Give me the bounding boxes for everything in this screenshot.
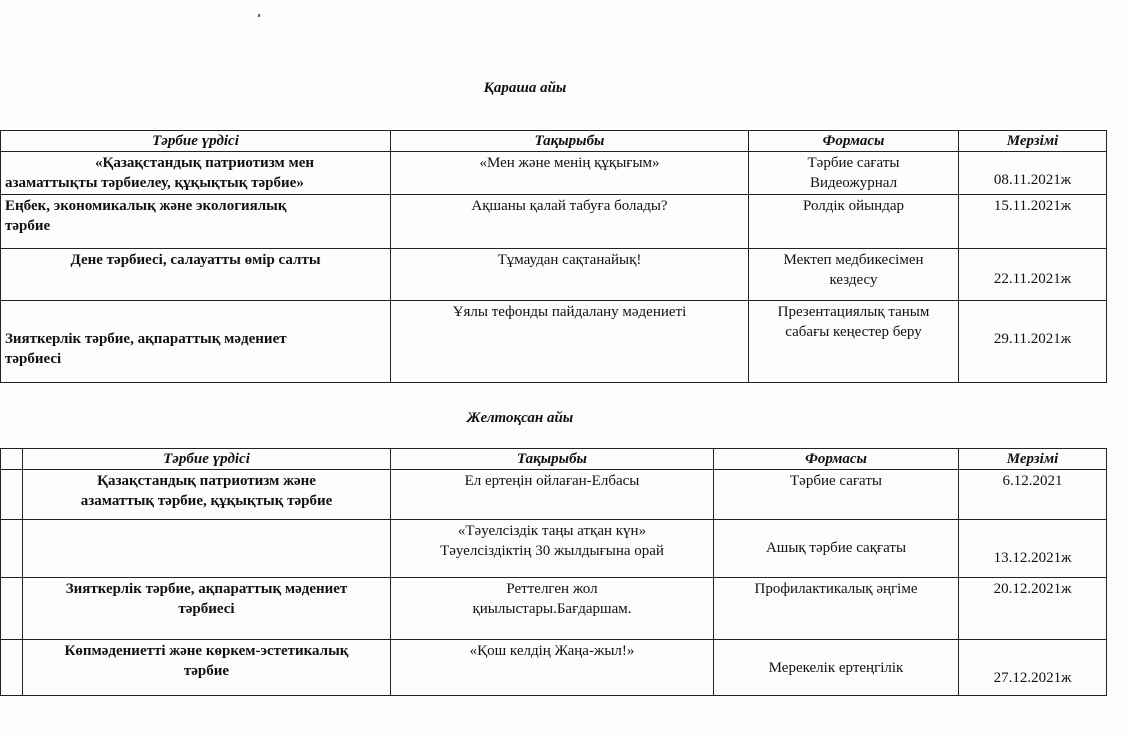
date-text: 6.12.2021 <box>1002 473 1063 489</box>
december-table <box>0 448 1107 696</box>
date-cell <box>959 640 1107 696</box>
form-cell <box>749 301 959 383</box>
index-cell <box>1 640 23 696</box>
table-row <box>1 301 1107 383</box>
topic-line: «Мен және менің құқығым» <box>479 155 660 171</box>
topic-line: қиылыстары.Бағдаршам. <box>472 601 632 617</box>
form-line: Тәрбие сағаты <box>807 155 900 171</box>
form-cell <box>714 578 959 640</box>
process-line: «Қазақстандық патриотизм мен <box>95 155 314 171</box>
form-line: Презентациялық таным <box>777 304 930 320</box>
form-cell <box>749 249 959 301</box>
process-line: Дене тәрбиесі, салауатты өмір салты <box>70 252 321 268</box>
date-text: 20.12.2021ж <box>993 581 1072 597</box>
november-table <box>0 130 1107 383</box>
topic-cell <box>391 249 749 301</box>
topic-line: Ұялы тефонды пайдалану мәдениеті <box>452 304 687 320</box>
form-line: сабағы кеңестер беру <box>785 324 922 340</box>
topic-cell <box>391 301 749 383</box>
topic-line: Реттелген жол <box>506 581 598 597</box>
process-cell <box>23 578 391 640</box>
date-text: 08.11.2021ж <box>993 172 1072 188</box>
header-process: Тәрбие үрдісі <box>1 131 391 152</box>
table-row <box>1 520 1107 578</box>
process-cell <box>1 249 391 301</box>
header-form: Формасы <box>749 131 959 152</box>
table-row <box>1 470 1107 520</box>
table-row <box>1 152 1107 195</box>
form-cell <box>714 520 959 578</box>
process-cell <box>1 152 391 195</box>
topic-line: «Қош келдің Жаңа-жыл!» <box>469 643 635 659</box>
form-line: Ашық тәрбие сақғаты <box>765 540 907 556</box>
table-row <box>1 578 1107 640</box>
process-line: азаматтық тәрбие, құқықтық тәрбие <box>80 493 333 509</box>
header-process: Тәрбие үрдісі <box>23 449 391 470</box>
topic-cell <box>391 640 714 696</box>
form-cell <box>714 640 959 696</box>
date-text: 22.11.2021ж <box>993 271 1072 287</box>
process-line: тәрбие <box>183 663 230 679</box>
index-cell <box>1 578 23 640</box>
process-line: Зияткерлік тәрбие, ақпараттық мәдениет <box>65 581 348 597</box>
date-text: 29.11.2021ж <box>993 331 1072 347</box>
table-header-row <box>1 449 1107 470</box>
form-line: Мектеп медбикесімен <box>783 252 924 268</box>
date-cell <box>959 249 1107 301</box>
form-cell <box>714 470 959 520</box>
process-cell <box>23 470 391 520</box>
form-line: Мерекелік ертеңгілік <box>768 660 904 676</box>
process-cell <box>23 640 391 696</box>
table-row <box>1 640 1107 696</box>
date-cell <box>959 578 1107 640</box>
header-topic: Тақырыбы <box>391 131 749 152</box>
topic-line: Ақшаны қалай табуға болады? <box>471 198 668 214</box>
topic-cell <box>391 520 714 578</box>
header-date: Мерзімі <box>959 131 1107 152</box>
date-cell <box>959 152 1107 195</box>
process-line: азаматтықты тәрбиелеу, құқықтық тәрбие» <box>5 175 304 191</box>
process-line: Көпмәдениетті және көркем-эстетикалық <box>64 643 349 659</box>
date-cell <box>959 470 1107 520</box>
process-line: Зияткерлік тәрбие, ақпараттық мәдениет <box>5 331 287 347</box>
topic-cell <box>391 578 714 640</box>
topic-cell <box>391 152 749 195</box>
section-title-december: Желтоқсан айы <box>466 410 574 426</box>
header-form: Формасы <box>714 449 959 470</box>
process-cell <box>1 195 391 249</box>
topic-line: Тұмаудан сақтанайық! <box>497 252 642 268</box>
form-cell <box>749 152 959 195</box>
header-index <box>1 449 23 470</box>
form-cell <box>749 195 959 249</box>
form-line: Ролдік ойындар <box>802 198 904 214</box>
form-line: Тәрбие сағаты <box>790 473 882 489</box>
process-line: тәрбиесі <box>5 351 62 367</box>
topic-cell <box>391 195 749 249</box>
scan-speck <box>258 14 261 18</box>
process-line: Еңбек, экономикалық және экологиялық <box>5 198 287 214</box>
form-line: кездесу <box>829 272 878 288</box>
date-cell <box>959 195 1107 249</box>
header-topic: Тақырыбы <box>391 449 714 470</box>
header-date: Мерзімі <box>959 449 1107 470</box>
date-text: 13.12.2021ж <box>993 550 1072 566</box>
topic-line: «Тәуелсіздік таңы атқан күн» <box>457 523 647 539</box>
topic-line: Ел ертеңін ойлаған-Елбасы <box>464 473 640 489</box>
index-cell <box>1 520 23 578</box>
table-row <box>1 195 1107 249</box>
section-title-november: Қараша айы <box>483 80 567 96</box>
date-cell <box>959 301 1107 383</box>
process-cell <box>23 520 391 578</box>
date-text: 27.12.2021ж <box>993 670 1072 686</box>
table-row <box>1 249 1107 301</box>
process-line: Қазақстандық патриотизм және <box>97 473 316 489</box>
form-line: Профилактикалық әңгіме <box>754 581 918 597</box>
index-cell <box>1 470 23 520</box>
process-cell <box>1 301 391 383</box>
topic-cell <box>391 470 714 520</box>
table-header-row <box>1 131 1107 152</box>
date-text: 15.11.2021ж <box>993 198 1072 214</box>
form-line: Видеожурнал <box>809 175 898 191</box>
date-cell <box>959 520 1107 578</box>
process-line: тәрбие <box>5 218 51 234</box>
process-line: тәрбиесі <box>178 601 235 617</box>
topic-line: Тәуелсіздіктің 30 жылдығына орай <box>440 543 664 559</box>
